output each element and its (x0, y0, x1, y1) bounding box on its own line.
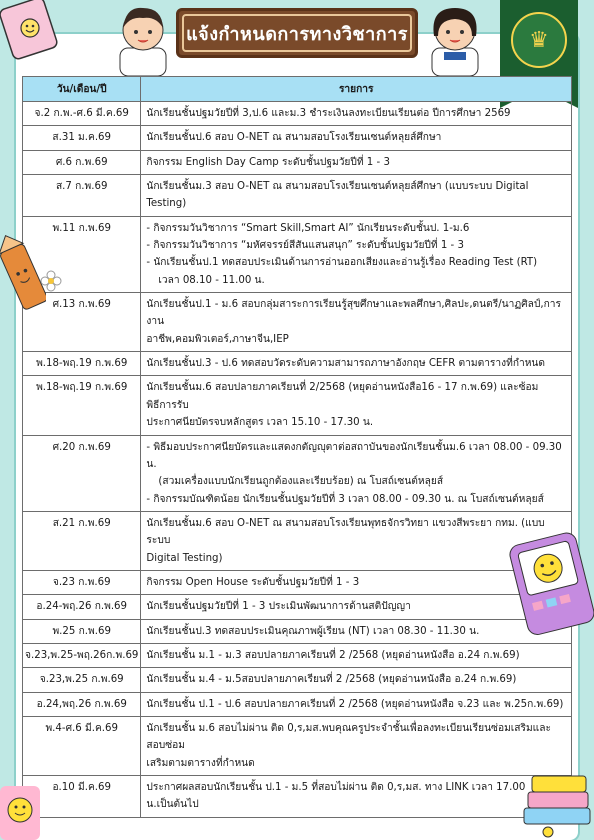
row-line: นักเรียนชั้นป.6 สอบ O-NET ณ สนามสอบโรงเรียนเซนต์หลุยส์ศึกษา (146, 132, 442, 144)
table-row (23, 643, 572, 667)
row-line: นักเรียนชั้นม.6 สอบ O-NET ณ สนามสอบโรงเรียนพุทธจักรวิทยา แขวงสีพระยา กทม. (แบบระบบ (146, 517, 545, 547)
row-items (141, 619, 572, 643)
row-items (141, 595, 572, 619)
col-items-header: รายการ (141, 77, 572, 102)
row-items (141, 511, 572, 570)
row-date: ศ.6 ก.พ.69 (23, 150, 141, 174)
schedule-table (22, 76, 572, 818)
table-row (23, 619, 572, 643)
row-date: พ.4-ศ.6 มี.ค.69 (23, 716, 141, 775)
row-date: จ.23 ก.พ.69 (23, 570, 141, 594)
table-header-row (23, 77, 572, 102)
table-row (23, 692, 572, 716)
row-line: - กิจกรรมวันวิชาการ “มหัศจรรย์สีสันแสนสนุก” ระดับชั้นปฐมวัยปีที่ 1 - 3 (146, 240, 464, 252)
row-line: เวลา 08.10 - 11.00 น. (158, 274, 265, 286)
row-items (141, 126, 572, 150)
row-line: นักเรียนชั้นปฐมวัยปีที่ 1 - 3 ประเมินพัฒนาการด้านสติปัญญา (146, 601, 411, 613)
row-items (141, 293, 572, 352)
row-date: อ.24,พฤ.26 ก.พ.69 (23, 692, 141, 716)
row-line: นักเรียนชั้น ม.6 สอบไม่ผ่าน ติด 0,ร,มส.พบคุณครูประจำชั้นเพื่อลงทะเบียนเรียนซ่อมเสริมและสอบซ่อม (146, 722, 551, 752)
row-date: ส.21 ก.พ.69 (23, 511, 141, 570)
smiley-computer-icon (508, 528, 594, 640)
col-date-header: วัน/เดือน/ปี (23, 77, 141, 102)
row-items (141, 352, 572, 376)
row-line: นักเรียนชั้นป.3 - ป.6 ทดสอบวัดระดับความสามารถภาษาอังกฤษ CEFR ตามตารางที่กำหนด (146, 358, 546, 370)
row-date: อ.24-พฤ.26 ก.พ.69 (23, 595, 141, 619)
row-date: จ.23,พ.25 ก.พ.69 (23, 668, 141, 692)
row-items (141, 102, 572, 126)
girl-mascot-icon (422, 2, 488, 76)
row-date: พ.25 ก.พ.69 (23, 619, 141, 643)
row-line: เสริมตามตารางที่กำหนด (146, 757, 255, 769)
table-row (23, 435, 572, 511)
row-line: กิจกรรม Open House ระดับชั้นปฐมวัยปีที่ 1 - 3 (146, 576, 360, 588)
row-date: อ.10 มี.ค.69 (23, 776, 141, 818)
table-row (23, 352, 572, 376)
table-row (23, 716, 572, 775)
table-row (23, 293, 572, 352)
row-line: Digital Testing) (146, 552, 223, 564)
smiley-face-icon (0, 780, 44, 840)
table-row (23, 150, 572, 174)
notebook-icon (0, 0, 60, 60)
row-line: นักเรียนชั้นป.1 - ม.6 สอบกลุ่มสาระการเรียนรู้สุขศึกษาและพลศึกษา,ศิลปะ,ดนตรี/นาฏศิลป์,การงาน (146, 299, 561, 328)
row-date: พ.18-พฤ.19 ก.พ.69 (23, 376, 141, 435)
table-row (23, 595, 572, 619)
table-row (23, 668, 572, 692)
table-row (23, 102, 572, 126)
title-board (176, 8, 418, 58)
row-items (141, 668, 572, 692)
table-row (23, 175, 572, 217)
row-date: พ.18-พฤ.19 ก.พ.69 (23, 352, 141, 376)
row-line: ประกาศนียบัตรจบหลักสูตร เวลา 15.10 - 17.30 น. (146, 417, 374, 429)
page-title: แจ้งกำหนดการทางวิชาการ (182, 14, 412, 52)
row-line: นักเรียนชั้นม.3 สอบ O-NET ณ สนามสอบโรงเรียนเซนต์หลุยส์ศึกษา (แบบระบบ Digital Testing) (146, 181, 529, 210)
row-date: ศ.13 ก.พ.69 (23, 293, 141, 352)
row-line: ประกาศผลสอบนักเรียนชั้น ป.1 - ม.5 ที่สอบไม่ผ่าน ติด 0,ร,มส. ทาง LINK เวลา 17.00 น.เป็นต้นไป (146, 782, 526, 811)
row-date: ศ.20 ก.พ.69 (23, 435, 141, 511)
row-items (141, 692, 572, 716)
row-line: - กิจกรรมบัณฑิตน้อย นักเรียนชั้นปฐมวัยปีที่ 3 เวลา 08.00 - 09.30 น. ณ โบสถ์เซนต์หลุยส์ (146, 493, 544, 505)
row-items (141, 776, 572, 818)
row-line: นักเรียนชั้น ม.1 - ม.3 สอบปลายภาคเรียนที่ 2 /2568 (หยุดอ่านหนังสือ อ.24 ก.พ.69) (146, 649, 520, 661)
row-date: ส.7 ก.พ.69 (23, 175, 141, 217)
table-row (23, 126, 572, 150)
row-line: นักเรียนชั้นปฐมวัยปีที่ 3,ป.6 และม.3 ชำระเงินลงทะเบียนเรียนต่อ ปีการศึกษา 2569 (146, 108, 511, 119)
row-items (141, 435, 572, 511)
book-stack-icon (518, 768, 594, 840)
table-row (23, 376, 572, 435)
row-items (141, 216, 572, 292)
row-line: - พิธีมอบประกาศนียบัตรและแสดงกตัญญุตาต่อสถาบันของนักเรียนชั้นม.6 เวลา 08.00 - 09.30 น. (146, 441, 562, 470)
boy-mascot-icon (112, 2, 174, 76)
table-row (23, 216, 572, 292)
row-line: (สวมเครื่องแบบนักเรียนถูกต้องและเรียบร้อย) ณ โบสถ์เซนต์หลุยส์ (158, 476, 444, 488)
table-row (23, 511, 572, 570)
row-line: อาชีพ,คอมพิวเตอร์,ภาษาจีน,IEP (146, 333, 289, 345)
row-date: จ.2 ก.พ.-ศ.6 มี.ค.69 (23, 102, 141, 126)
table-row (23, 776, 572, 818)
row-line: กิจกรรม English Day Camp ระดับชั้นปฐมวัยปีที่ 1 - 3 (146, 156, 390, 168)
row-line: นักเรียนชั้น ม.4 - ม.5สอบปลายภาคเรียนที่ 2 /2568 (หยุดอ่านหนังสือ อ.24 ก.พ.69) (146, 674, 517, 686)
row-items (141, 570, 572, 594)
row-date: ส.31 ม.ค.69 (23, 126, 141, 150)
row-line: - กิจกรรมวันวิชาการ “Smart Skill,Smart AI” นักเรียนระดับชั้นป. 1-ม.6 (146, 222, 470, 234)
flower-icon (40, 270, 62, 292)
row-line: นักเรียนชั้นม.6 สอบปลายภาคเรียนที่ 2/2568 (หยุดอ่านหนังสือ16 - 17 ก.พ.69) และซ้อมพิธีการรับ (146, 382, 539, 411)
table-row (23, 570, 572, 594)
row-date: จ.23,พ.25-พฤ.26ก.พ.69 (23, 643, 141, 667)
row-line: นักเรียนชั้น ป.1 - ป.6 สอบปลายภาคเรียนที่ 2 /2568 (หยุดอ่านหนังสือ จ.23 และ พ.25ก.พ.69) (146, 698, 564, 710)
row-items (141, 150, 572, 174)
row-date: พ.11 ก.พ.69 (23, 216, 141, 292)
school-seal-icon: ♛ (511, 12, 567, 68)
row-line: นักเรียนชั้นป.3 ทดสอบประเมินคุณภาพผู้เรียน (NT) เวลา 08.30 - 11.30 น. (146, 625, 480, 637)
row-line: - นักเรียนชั้นป.1 ทดสอบประเมินด้านการอ่านออกเสียงและอ่านรู้เรื่อง Reading Test (RT) (146, 257, 538, 269)
row-items (141, 643, 572, 667)
row-items (141, 175, 572, 217)
row-items (141, 716, 572, 775)
row-items (141, 376, 572, 435)
